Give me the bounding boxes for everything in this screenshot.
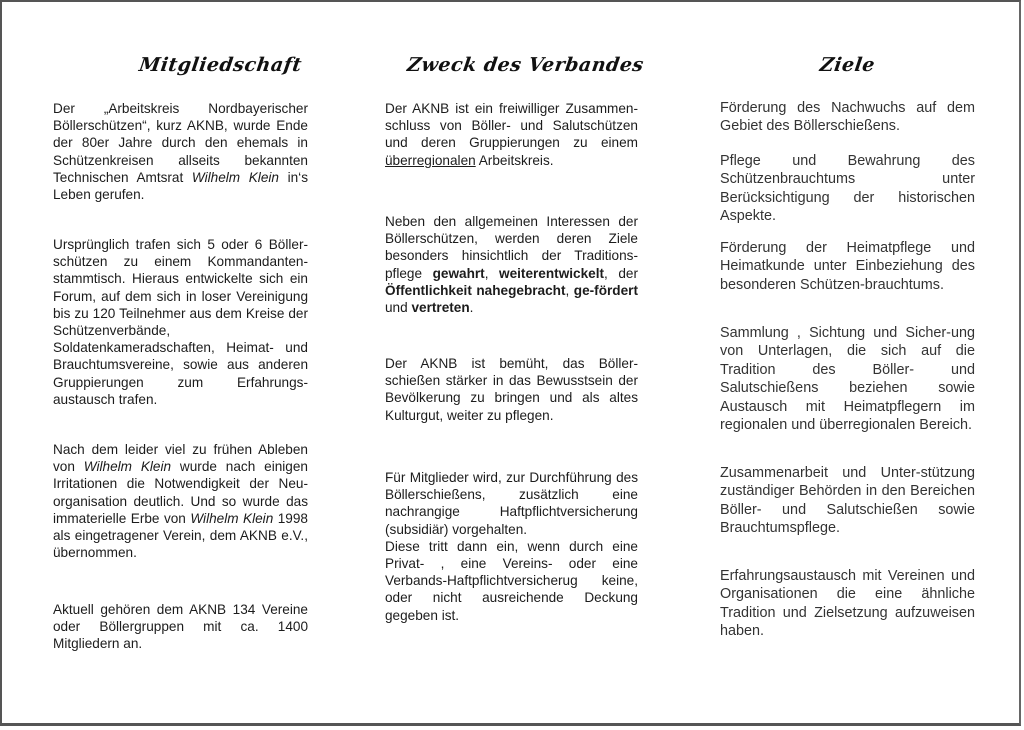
paragraph-reorganisation xyxy=(53,441,308,561)
person-name: Wilhelm Klein xyxy=(190,510,274,526)
text: Der „Arbeitskreis Nordbayerischer Böllerschützen“, kurz AKNB, wurde Ende der 80er Jahre durch den ehemals in Schützenkreisen allseits bekannten Technischen Amtsrat xyxy=(53,101,308,185)
bold-text: gewahrt xyxy=(432,265,485,281)
person-name: Wilhelm Klein xyxy=(83,459,172,475)
paragraph-origins: Ursprünglich trafen sich 5 oder 6 Böller-schützen zu einem Kommandanten-stammtisch. Hieraus entwickelte sich ein Forum, auf dem sich in loser Vereinigung bis zu 120 Teilnehmer aus dem Kreise der Schützenverbände, Soldatenkameradschaften, Heimat- und Brauchtumsvereine, sowie aus anderen Gruppierungen zum Erfahrungs-austausch trafen. xyxy=(53,237,308,407)
goal-item: Zusammenarbeit und Unter-stützung zuständiger Behörden in den Bereichen Böller- und Salutschießen sowie Brauchtumspflege. xyxy=(720,465,975,537)
goal-item: Erfahrungsaustausch mit Vereinen und Organisationen die eine ähnliche Tradition und Zielsetzung aufzuweisen haben. xyxy=(720,568,975,640)
text: , der xyxy=(604,265,638,281)
text: Arbeitskreis. xyxy=(475,152,554,168)
text: Nach dem leider viel zu frühen Ableben von xyxy=(53,442,308,475)
goal-item: Förderung der Heimatpflege und Heimatkunde unter Einbeziehung des besonderen Schützen-brauchtums. xyxy=(720,240,975,293)
bold-text: vertreten xyxy=(411,300,470,316)
goal-item: Sammlung , Sichtung und Sicher-ung von Unterlagen, die sich auf die Tradition des Böller- und Salutschießens beziehen sowie Austausch mit Heimatpflegern im regionalen und überregionalen Bereich. xyxy=(720,325,975,434)
bold-text: weiterentwickelt xyxy=(499,265,605,281)
bold-text: ge-fördert xyxy=(573,282,638,298)
heading-zweck-des-verbandes: Zweck des Verbandes xyxy=(405,54,646,76)
goal-item: Pflege und Bewahrung des Schützenbrauchtums unter Berücksichtigung der historischen Aspekte. xyxy=(720,153,975,225)
paragraph-current-members: Aktuell gehören dem AKNB 134 Vereine oder Böllergruppen mit ca. 1400 Mitgliedern an. xyxy=(53,602,308,652)
goal-item: Förderung des Nachwuchs auf dem Gebiet des Böllerschießens. xyxy=(720,100,975,135)
text: Diese tritt dann ein, wenn durch eine Privat- , eine Vereins- oder eine Verbands-Haftpflichtversicherug keine, oder nicht ausreichende Deckung gegeben ist. xyxy=(385,538,638,623)
text: in‘s Leben gerufen. xyxy=(53,169,308,203)
paragraph-founding xyxy=(53,100,308,203)
text: Neben den allgemeinen Interessen der Böllerschützen, werden deren Ziele besonders hinsichtlich der Traditions-pflege xyxy=(385,214,638,281)
underlined-text: überregionalen xyxy=(385,152,476,168)
text: Der AKNB ist ein freiwilliger Zusammen-schluss von Böller- und Salutschützen und deren Gruppierungen zu einem xyxy=(385,101,638,151)
bold-text: Öffentlichkeit nahegebracht xyxy=(385,282,566,298)
text: Für Mitglieder wird, zur Durchführung des Böllerschießens, zusätzlich eine nachrangige Haftpflichtversicherung (subsidiär) vorgehalten. xyxy=(385,470,638,537)
text: und xyxy=(385,300,412,316)
text: , xyxy=(484,265,500,281)
person-name: Wilhelm Klein xyxy=(191,169,279,185)
text: . xyxy=(469,300,474,316)
paragraph-definition xyxy=(385,100,638,169)
text: , xyxy=(565,282,574,298)
paragraph-awareness: Der AKNB ist bemüht, das Böller-schießen stärker in das Bewusstsein der Bevölkerung zu bringen und als altes Kulturgut, weiter zu pflegen. xyxy=(385,356,638,423)
heading-ziele: Ziele xyxy=(818,54,877,76)
paragraph-insurance xyxy=(385,469,638,624)
text: wurde nach einigen Irritationen die Notwendigkeit der Neu-organisation deutlich. Und so wurde das immaterielle Erbe von xyxy=(53,459,308,526)
heading-mitgliedschaft: Mitgliedschaft xyxy=(137,54,304,76)
paragraph-interests xyxy=(385,213,638,316)
text: 1998 als eingetragener Verein, dem AKNB e.V., übernommen. xyxy=(53,510,308,561)
